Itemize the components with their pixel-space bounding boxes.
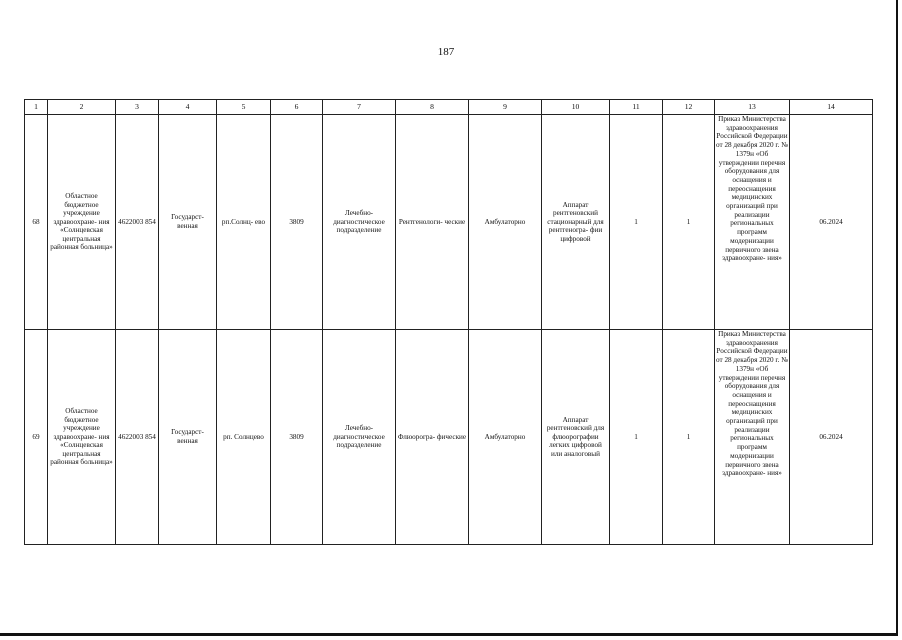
equipment-name: Аппарат рентгеновский для флюорографии легких цифровой или аналоговый xyxy=(542,330,610,545)
quantity-b: 1 xyxy=(663,115,715,330)
profile: Рентгенологи- ческие xyxy=(396,115,469,330)
table-row xyxy=(25,115,873,330)
column-header: 11 xyxy=(610,100,663,115)
equipment-table xyxy=(24,99,873,545)
page-number: 187 xyxy=(437,46,455,58)
quantity-b: 1 xyxy=(663,330,715,545)
column-header: 8 xyxy=(396,100,469,115)
organization-code: 4622003 854 xyxy=(116,330,159,545)
column-header: 6 xyxy=(271,100,323,115)
quantity-a: 1 xyxy=(610,330,663,545)
table-row xyxy=(25,330,873,545)
unit: Лечебно- диагностическое подразделение xyxy=(323,330,396,545)
column-header: 12 xyxy=(663,100,715,115)
due-date: 06.2024 xyxy=(790,330,873,545)
column-header: 14 xyxy=(790,100,873,115)
column-header: 3 xyxy=(116,100,159,115)
due-date: 06.2024 xyxy=(790,115,873,330)
unit: Лечебно- диагностическое подразделение xyxy=(323,115,396,330)
column-header: 2 xyxy=(48,100,116,115)
locality-code: 3809 xyxy=(271,330,323,545)
locality: рп. Солнцево xyxy=(217,330,271,545)
column-header: 13 xyxy=(715,100,790,115)
ownership-type: Государст- венная xyxy=(159,330,217,545)
care-mode: Амбулаторно xyxy=(469,115,542,330)
organization-code: 4622003 854 xyxy=(116,115,159,330)
organization-name: Областное бюджетное учреждение здравоохране- ния «Солнцевская центральная районная больница» xyxy=(48,330,116,545)
column-header: 7 xyxy=(323,100,396,115)
header-row xyxy=(25,100,873,115)
equipment-name: Аппарат рентгеновский стационарный для рентгеногра- фии цифровой xyxy=(542,115,610,330)
ownership-type: Государст- венная xyxy=(159,115,217,330)
column-header: 5 xyxy=(217,100,271,115)
quantity-a: 1 xyxy=(610,115,663,330)
column-header: 1 xyxy=(25,100,48,115)
column-header: 9 xyxy=(469,100,542,115)
profile: Флюорогра- фические xyxy=(396,330,469,545)
row-number: 69 xyxy=(25,330,48,545)
column-header: 10 xyxy=(542,100,610,115)
locality-code: 3809 xyxy=(271,115,323,330)
column-header: 4 xyxy=(159,100,217,115)
locality: рп.Солнц- ево xyxy=(217,115,271,330)
row-number: 68 xyxy=(25,115,48,330)
organization-name: Областное бюджетное учреждение здравоохране- ния «Солнцевская центральная районная больница» xyxy=(48,115,116,330)
care-mode: Амбулаторно xyxy=(469,330,542,545)
regulatory-order: Приказ Министерства здравоохранения Российской Федерации от 28 декабря 2020 г. № 1379н «Об утверждении перечня оборудования для оснащения и переоснащения медицинских организаций при реализации региональных программ модернизации первичного звена здравоохране- ния» xyxy=(715,115,790,330)
regulatory-order: Приказ Министерства здравоохранения Российской Федерации от 28 декабря 2020 г. № 1379н «Об утверждении перечня оборудования для оснащения и переоснащения медицинских организаций при реализации региональных программ модернизации первичного звена здравоохране- ния» xyxy=(715,330,790,545)
